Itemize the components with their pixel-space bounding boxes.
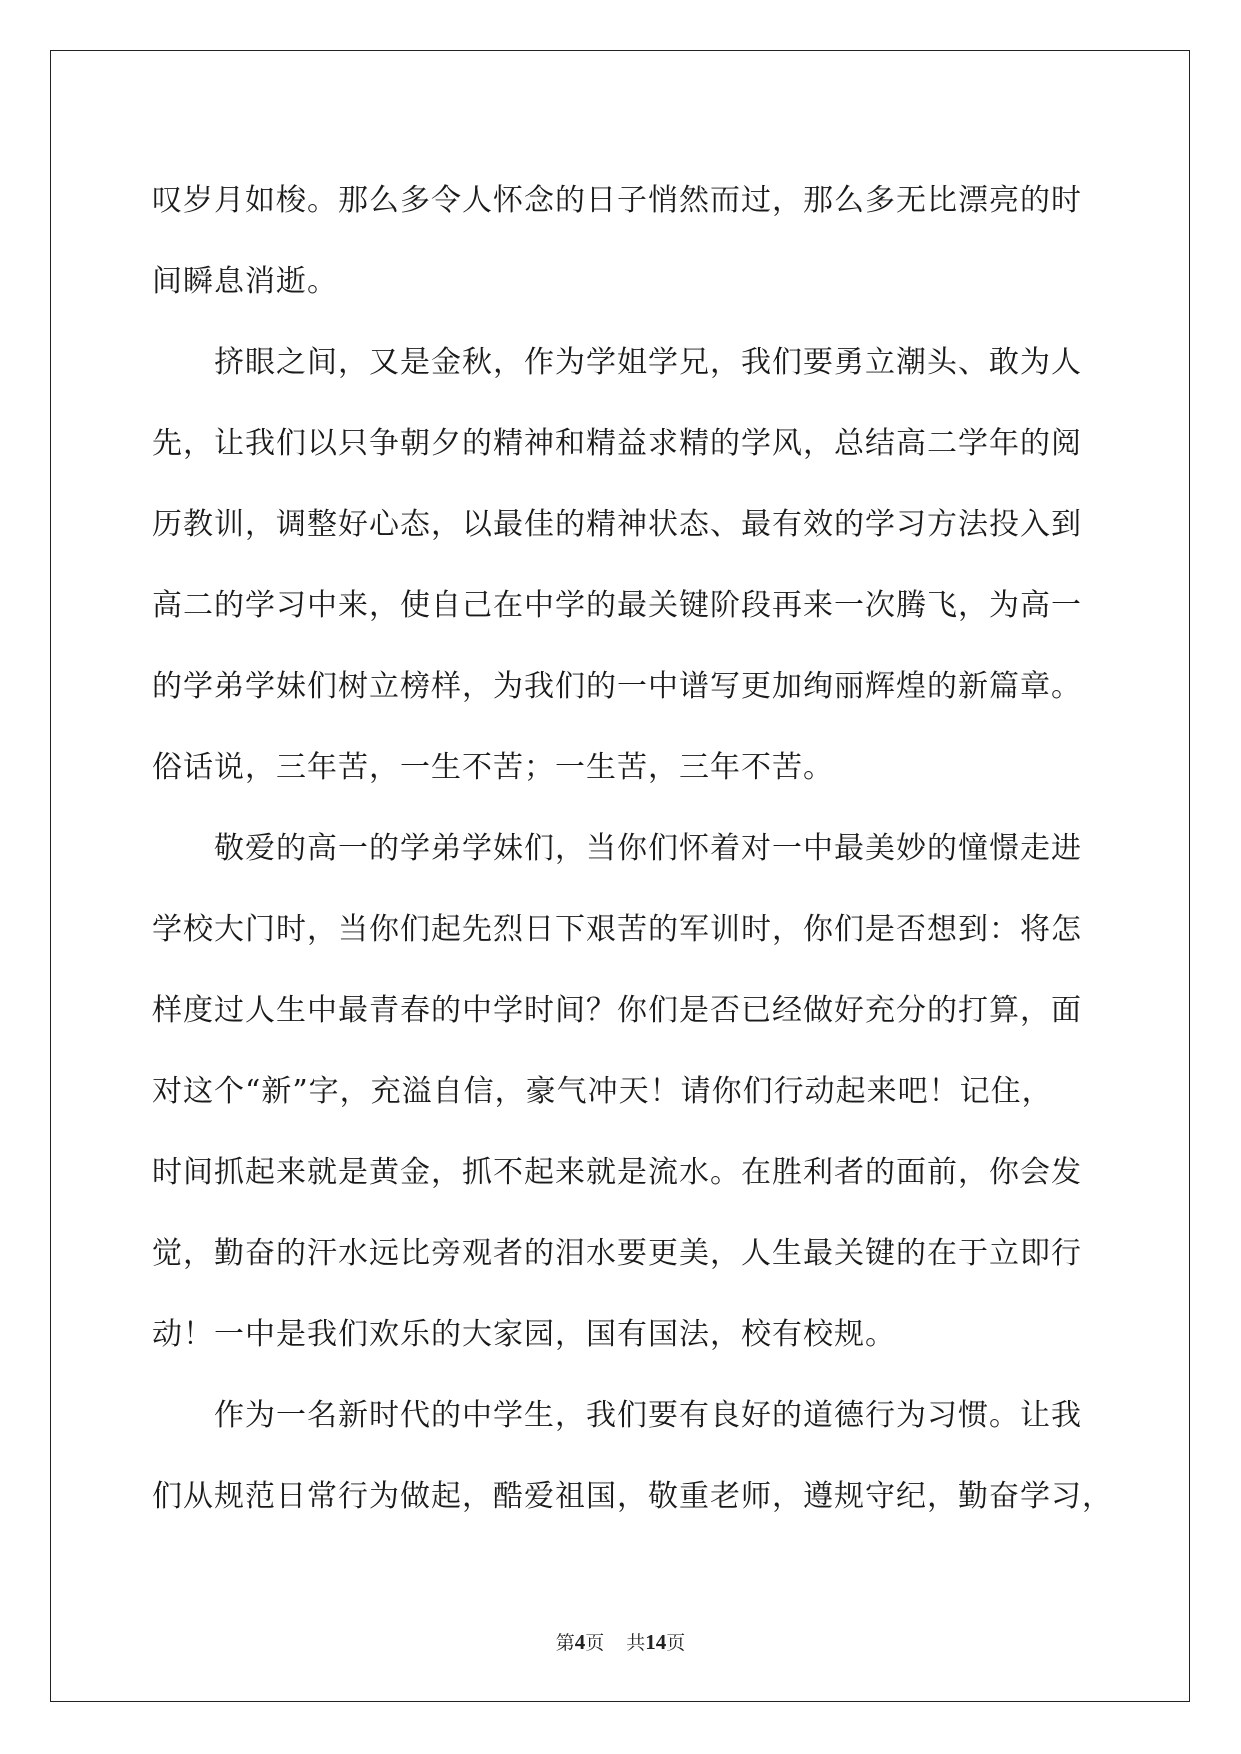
text-line: 作为一名新时代的中学生，我们要有良好的道德行为习惯。让我 [214,1398,1082,1433]
text-line: 叹岁月如梭。那么多令人怀念的日子悄然而过，那么多无比漂亮的时 [152,183,1082,218]
footer-page-number: 4 [574,1630,586,1654]
text-line: 挤眼之间，又是金秋，作为学姐学兄，我们要勇立潮头、敢为人 [214,345,1082,380]
text-line: 的学弟学妹们树立榜样，为我们的一中谱写更加绚丽辉煌的新篇章。 [152,669,1082,704]
text-line: 敬爱的高一的学弟学妹们，当你们怀着对一中最美妙的憧憬走进 [214,831,1082,866]
footer-total-prefix: 共 [626,1632,646,1654]
text-line: 历教训，调整好心态，以最佳的精神状态、最有效的学习方法投入到 [152,507,1082,542]
footer-page-prefix: 第 [555,1632,575,1654]
text-line: 间瞬息消逝。 [152,264,338,299]
text-line: 样度过人生中最青春的中学时间？你们是否已经做好充分的打算，面 [152,993,1082,1028]
text-line: 学校大门时，当你们起先烈日下艰苦的军训时，你们是否想到：将怎 [152,912,1082,947]
footer-page-suffix: 页 [585,1632,605,1654]
text-line: 对这个“新”字，充溢自信，豪气冲天！请你们行动起来吧！记住， [152,1074,1053,1109]
text-line: 动！一中是我们欢乐的大家园，国有国法，校有校规。 [152,1317,896,1352]
text-line: 觉，勤奋的汗水远比旁观者的泪水要更美，人生最关键的在于立即行 [152,1236,1082,1271]
footer-total-suffix: 页 [666,1632,686,1654]
text-line: 先，让我们以只争朝夕的精神和精益求精的学风，总结高二学年的阅 [152,426,1082,461]
document-body [152,160,1113,1537]
text-line: 高二的学习中来，使自己在中学的最关键阶段再来一次腾飞，为高一 [152,588,1082,623]
text-line: 们从规范日常行为做起，酷爱祖国，敬重老师，遵规守纪，勤奋学习， [152,1479,1113,1514]
footer-total-pages: 14 [645,1630,667,1654]
text-line: 时间抓起来就是黄金，抓不起来就是流水。在胜利者的面前，你会发 [152,1155,1082,1190]
page-footer [0,1628,1241,1655]
text-line: 俗话说，三年苦，一生不苦；一生苦，三年不苦。 [152,750,834,785]
